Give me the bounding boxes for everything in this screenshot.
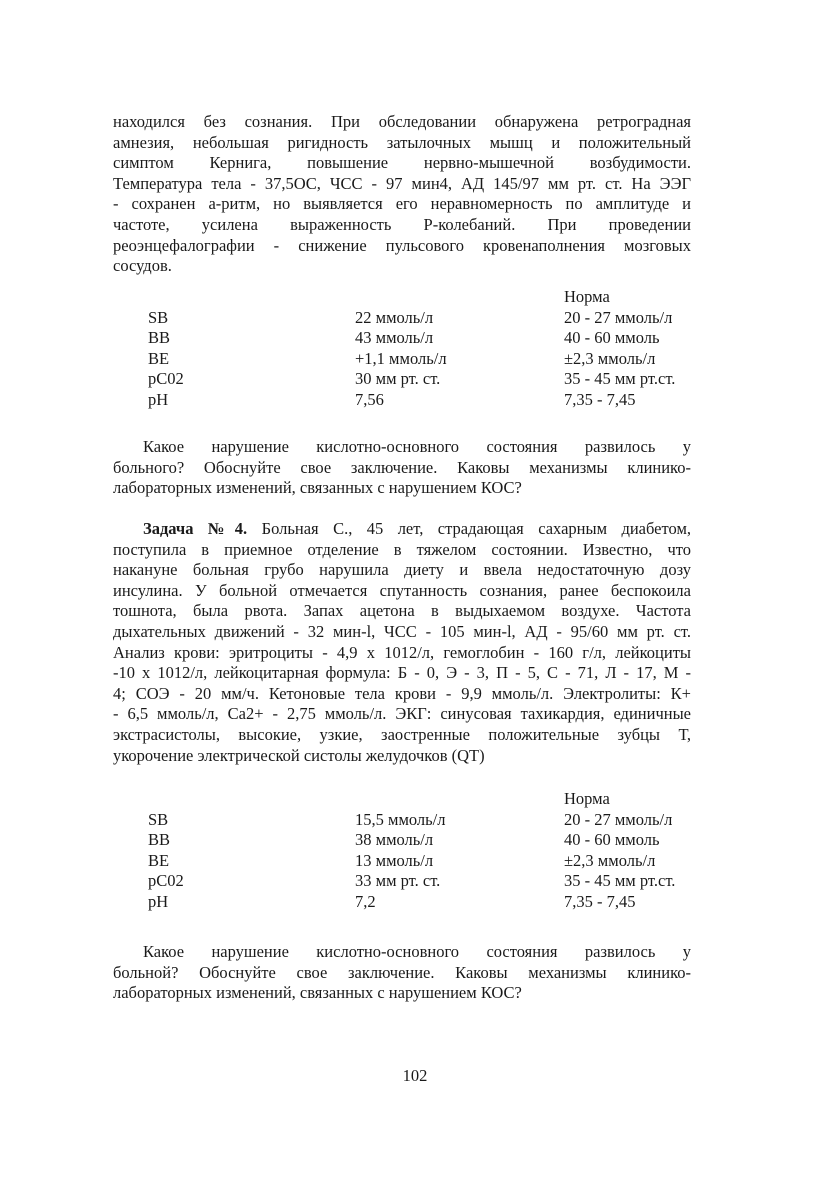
value-cell: 33 мм рт. ст. xyxy=(355,871,441,891)
task-heading: Задача №4. xyxy=(143,519,248,538)
norm-cell: 20 - 27 ммоль/л xyxy=(564,307,673,327)
norm-column-header: Норма xyxy=(564,287,610,306)
table-row xyxy=(148,871,693,892)
text-line: -10 х 1012/л, лейкоцитарная формула: Б - 0, Э - 3, П - 5, С - 71, Л - 17, М - xyxy=(113,663,691,683)
text-line: - 6,5 ммоль/л, Са2+ - 2,75 ммоль/л. ЭКГ: синусовая тахикардия, единичные xyxy=(113,704,691,724)
param-cell: BB xyxy=(148,328,171,348)
table-row xyxy=(148,390,693,411)
text-line: лабораторных изменений, связанных с нарушением КОС? xyxy=(113,478,522,498)
norm-cell: ±2,3 ммоль/л xyxy=(564,348,656,368)
norm-cell: 7,35 - 7,45 xyxy=(564,891,636,911)
task-4-paragraph xyxy=(113,519,691,766)
task-first-line-text: Больная С., 45 лет, страдающая сахарным диабетом, xyxy=(247,519,692,538)
lab-results-table-1 xyxy=(148,287,693,411)
table-header-row xyxy=(148,287,693,308)
param-cell: BE xyxy=(148,348,170,368)
param-cell: BB xyxy=(148,830,171,850)
param-cell: BE xyxy=(148,850,170,870)
text-line: реоэнцефалографии - снижение пульсового кровенаполнения мозговых xyxy=(113,235,691,255)
table-row xyxy=(148,810,693,831)
text-line: 4; СОЭ - 20 мм/ч. Кетоновые тела крови - 9,9 ммоль/л. Электролиты: К+ xyxy=(113,683,691,703)
table-row xyxy=(148,830,693,851)
norm-cell: 35 - 45 мм рт.ст. xyxy=(564,871,676,891)
text-line: укорочение электрической систолы желудочков (QT) xyxy=(113,745,485,765)
value-cell: 22 ммоль/л xyxy=(355,307,434,327)
case-description-paragraph xyxy=(113,112,691,277)
table-header-row xyxy=(148,789,693,810)
question-paragraph-1 xyxy=(113,437,691,499)
text-line: лабораторных изменений, связанных с нарушением КОС? xyxy=(113,983,522,1003)
text-line: Температура тела - 37,5OC, ЧСС - 97 мин4, АД 145/97 мм рт. ст. На ЭЭГ xyxy=(113,173,691,193)
norm-cell: 20 - 27 ммоль/л xyxy=(564,809,673,829)
table-row xyxy=(148,892,693,913)
table-row xyxy=(148,369,693,390)
norm-cell: 35 - 45 мм рт.ст. xyxy=(564,369,676,389)
text-line: больного? Обоснуйте свое заключение. Каковы механизмы клинико- xyxy=(113,457,691,477)
text-line: экстрасистолы, высокие, узкие, заостренные положительные зубцы Т, xyxy=(113,724,691,744)
task-first-line xyxy=(113,519,691,540)
text-line: Какое нарушение кислотно-основного состояния развилось у xyxy=(143,437,691,456)
value-cell: 30 мм рт. ст. xyxy=(355,369,441,389)
value-cell: 13 ммоль/л xyxy=(355,850,434,870)
norm-cell: 40 - 60 ммоль xyxy=(564,328,660,348)
value-cell: 15,5 ммоль/л xyxy=(355,809,446,829)
page-number: 102 xyxy=(402,1066,428,1085)
param-cell: pH xyxy=(148,891,169,911)
value-cell: 38 ммоль/л xyxy=(355,830,434,850)
text-line: Какое нарушение кислотно-основного состояния развилось у xyxy=(143,942,691,961)
param-cell: SB xyxy=(148,307,169,327)
table-row xyxy=(148,328,693,349)
table-row xyxy=(148,851,693,872)
text-line: Анализ крови: эритроциты - 4,9 х 1012/л, гемоглобин - 160 г/л, лейкоциты xyxy=(113,642,691,662)
text-line: больной? Обоснуйте свое заключение. Каковы механизмы клинико- xyxy=(113,962,691,982)
text-line: накануне больная грубо нарушила диету и ввела недостаточную дозу xyxy=(113,560,691,580)
norm-column-header: Норма xyxy=(564,789,610,808)
param-cell: pH xyxy=(148,389,169,409)
text-line: частоте, усилена выраженность Р-колебаний. При проведении xyxy=(113,214,691,234)
text-line: тошнота, была рвота. Запах ацетона в выдыхаемом воздухе. Частота xyxy=(113,601,691,621)
text-line: дыхательных движений - 32 мин-l, ЧСС - 105 мин-l, АД - 95/60 мм рт. ст. xyxy=(113,621,691,641)
text-line: инсулина. У больной отмечается спутанность сознания, ранее беспокоила xyxy=(113,580,691,600)
lab-results-table-2 xyxy=(148,789,693,913)
table-row xyxy=(148,308,693,329)
norm-cell: 7,35 - 7,45 xyxy=(564,389,636,409)
norm-cell: ±2,3 ммоль/л xyxy=(564,850,656,870)
table-row xyxy=(148,349,693,370)
text-line: симптом Кернига, повышение нервно-мышечной возбудимости. xyxy=(113,153,691,173)
value-cell: 7,2 xyxy=(355,891,376,911)
text-line: сосудов. xyxy=(113,256,172,276)
value-cell: 43 ммоль/л xyxy=(355,328,434,348)
param-cell: SB xyxy=(148,809,169,829)
value-cell: 7,56 xyxy=(355,389,384,409)
text-line: находился без сознания. При обследовании обнаружена ретроградная xyxy=(113,112,691,131)
param-cell: pC02 xyxy=(148,871,184,891)
question-paragraph-2 xyxy=(113,942,691,1004)
param-cell: pC02 xyxy=(148,369,184,389)
text-line: амнезия, небольшая ригидность затылочных мышц и положительный xyxy=(113,132,691,152)
text-line: - сохранен a-ритм, но выявляется его неравномерность по амплитуде и xyxy=(113,194,691,214)
value-cell: +1,1 ммоль/л xyxy=(355,348,447,368)
norm-cell: 40 - 60 ммоль xyxy=(564,830,660,850)
text-line: поступила в приемное отделение в тяжелом состоянии. Известно, что xyxy=(113,539,691,559)
